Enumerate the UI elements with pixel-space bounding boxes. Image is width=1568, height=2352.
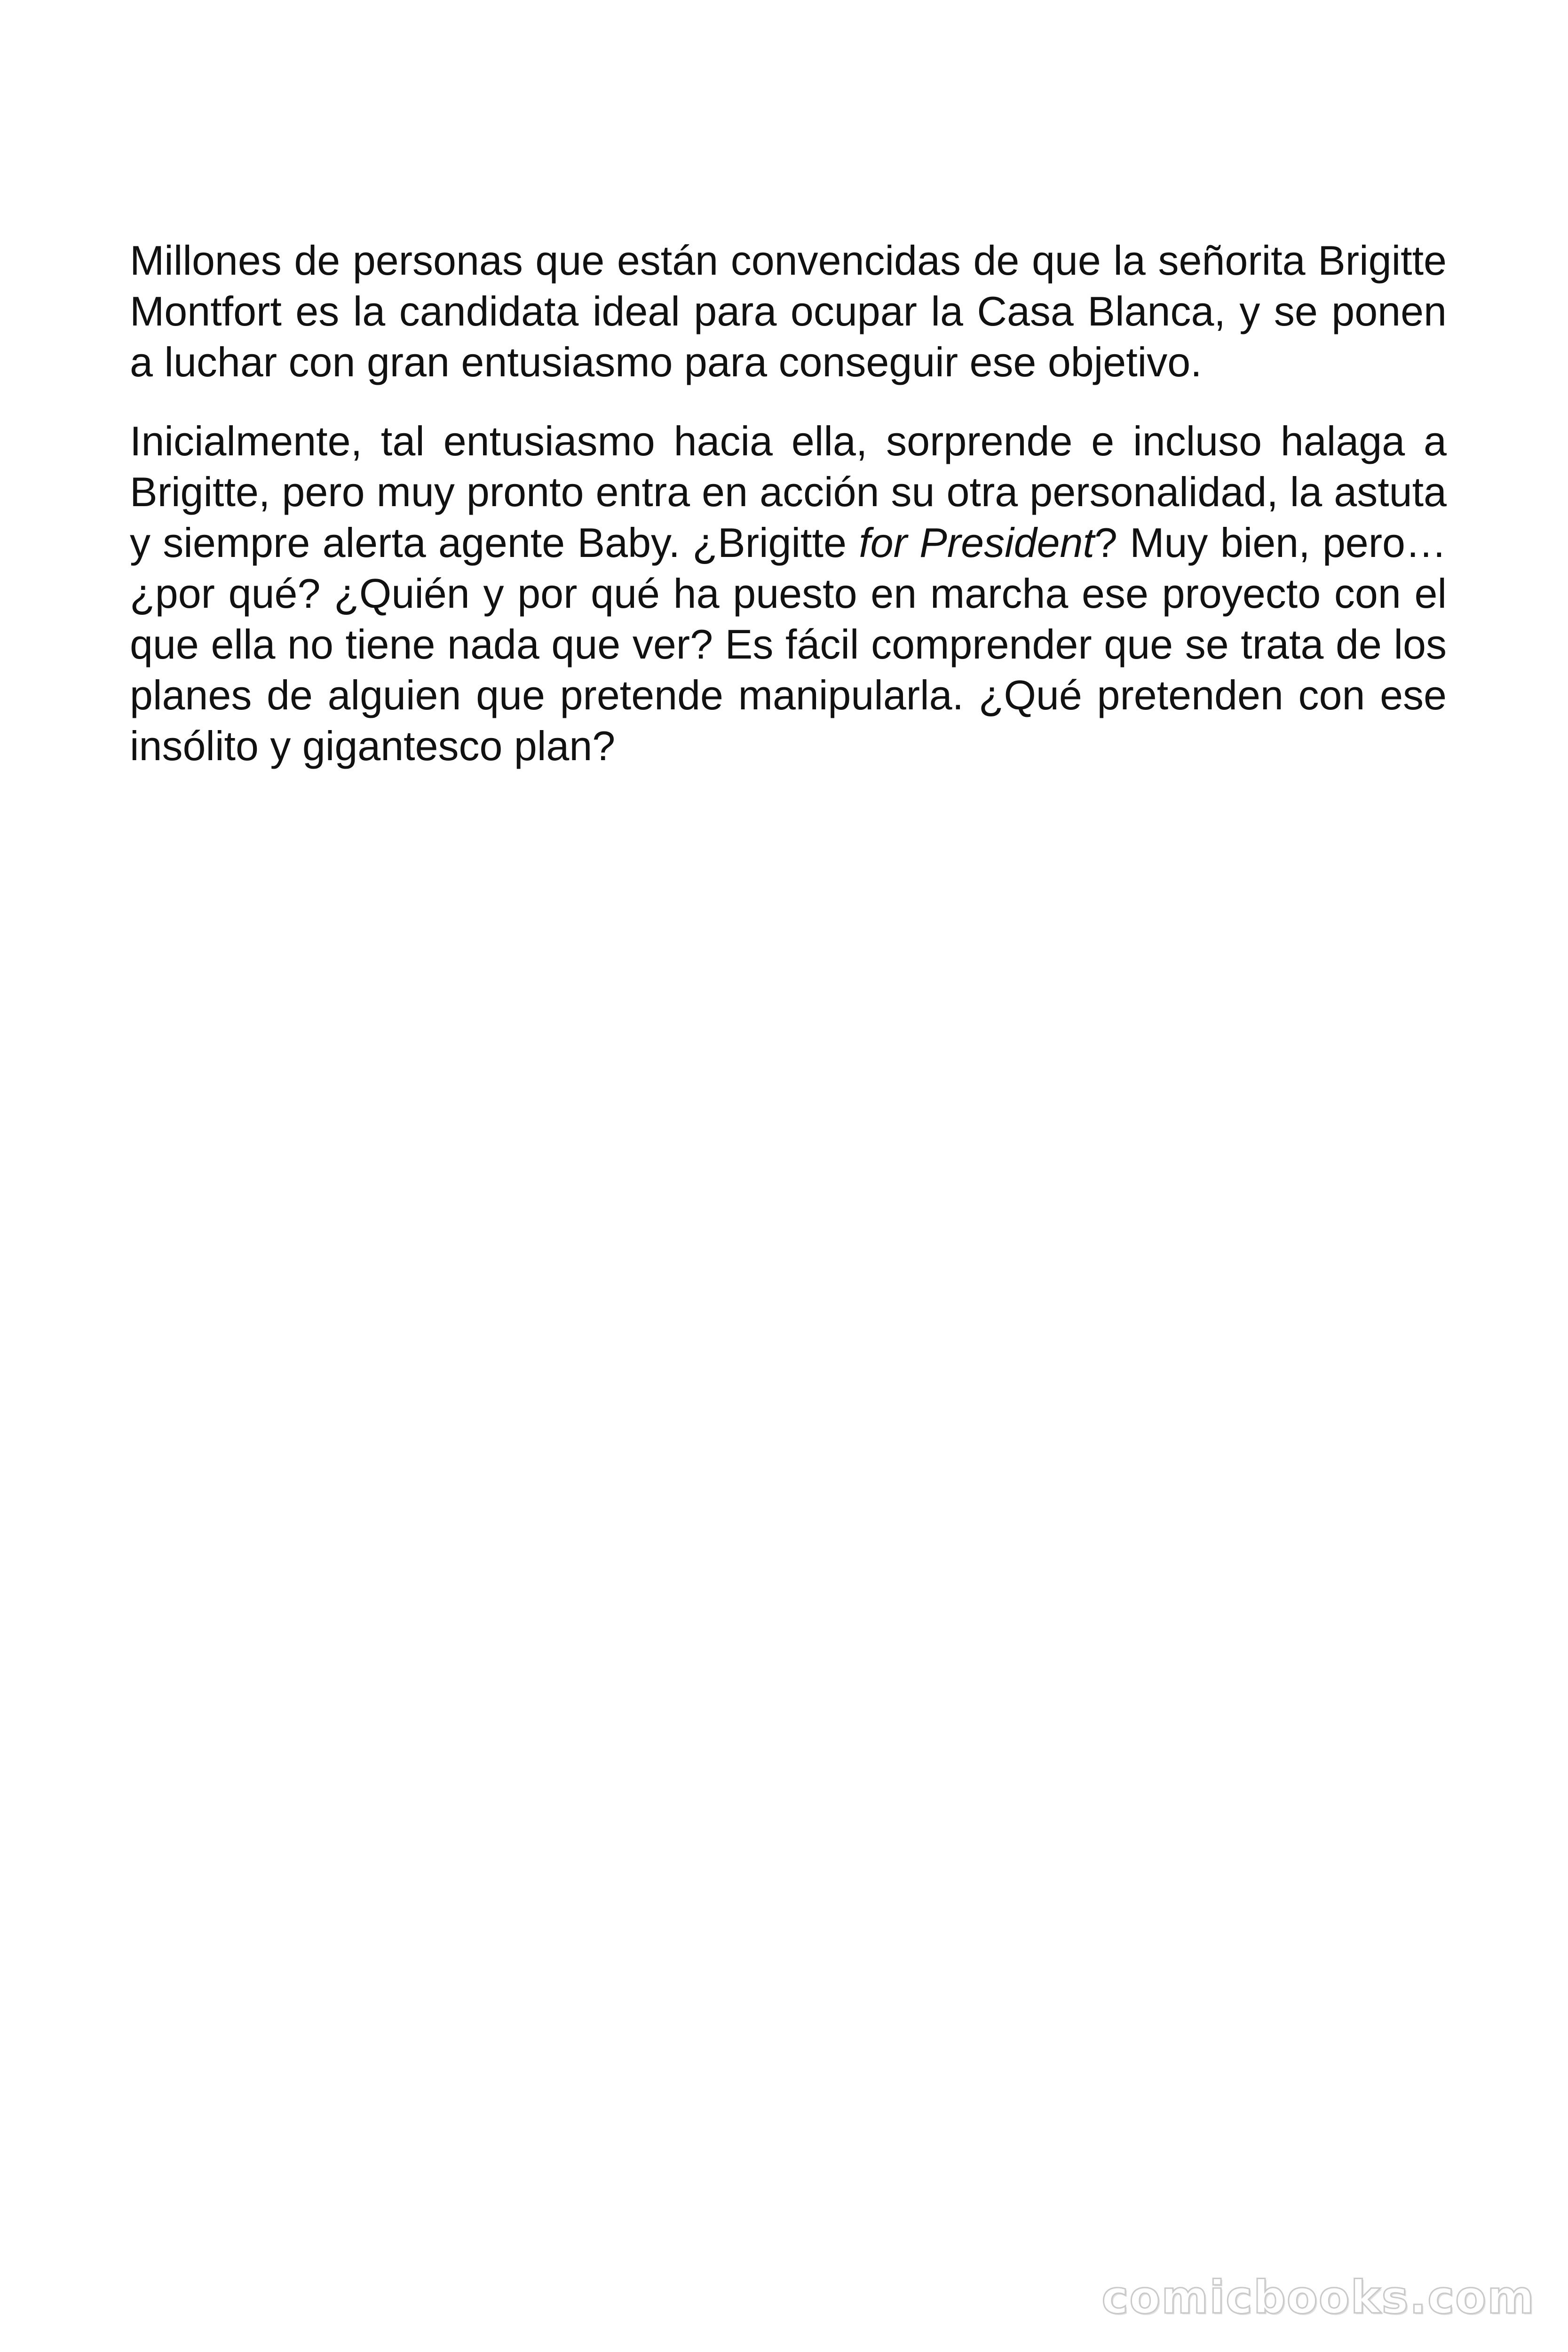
paragraph-2: [130, 416, 1447, 771]
paragraph-2-text-end: ? Muy bien, pero… ¿por qué? ¿Quién y por qué ha puesto en marcha ese proyecto con el que ella no tiene nada que ver? Es fácil comprender que se trata de los planes de alguien que pretende manipularla. ¿Qué pretenden con ese insólito y gigantesco plan?: [130, 519, 1447, 769]
paragraph-1: [130, 235, 1447, 388]
watermark-logo: comicbooks.com: [1101, 2271, 1535, 2324]
body-text: [130, 235, 1447, 771]
paragraph-1-text: Millones de personas que están convencidas de que la señorita Brigitte Montfort es la candidata ideal para ocupar la Casa Blanca, y se ponen a luchar con gran entusiasmo para conseguir ese objetivo.: [130, 237, 1447, 385]
paragraph-2-italic-phrase: for President: [859, 519, 1094, 566]
paragraph-2-text-start: Inicialmente, tal entusiasmo hacia ella, sorprende e incluso halaga a Brigitte, pero muy pronto entra en acción su otra personalidad, la astuta y siempre alerta agente Baby. ¿Brigitte: [130, 418, 1447, 566]
